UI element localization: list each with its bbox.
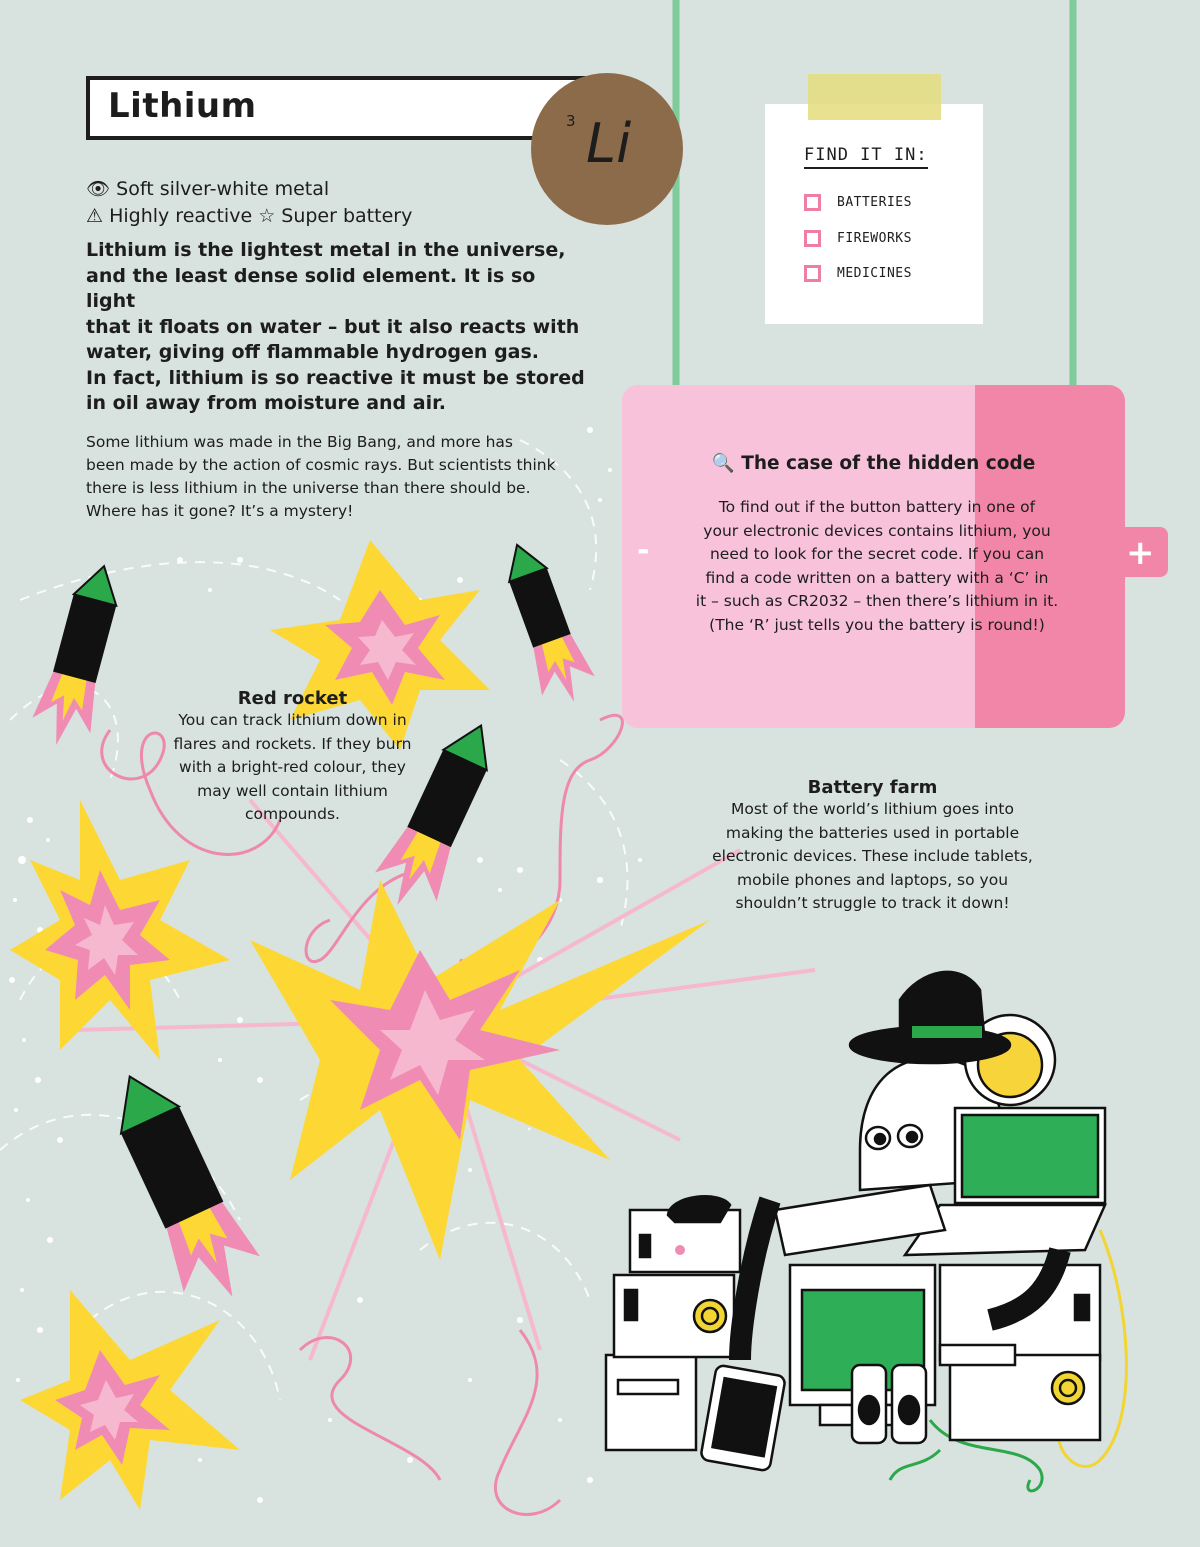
case-line: it – such as CR2032 – then there’s lithium in it. <box>695 592 1059 610</box>
checkbox-icon <box>804 194 821 211</box>
trait-row-2 <box>86 203 412 230</box>
lead-line: in oil away from moisture and air. <box>86 392 446 414</box>
case-title: 🔍 The case of the hidden code <box>711 453 1036 474</box>
caption-line: compounds. <box>245 805 340 823</box>
body-line: there is less lithium in the universe than there should be. <box>86 479 531 497</box>
battery-farm-title: Battery farm <box>807 777 938 798</box>
atomic-number: 3 <box>566 112 576 130</box>
lead-line: water, giving off flammable hydrogen gas. <box>86 341 540 363</box>
caption-line: flares and rockets. If they burn <box>173 734 412 753</box>
checkbox-icon <box>804 265 821 282</box>
lead-line: In fact, lithium is so reactive it must be stored <box>86 366 585 389</box>
plus-sign: + <box>1126 533 1155 573</box>
case-line: need to look for the secret code. If you can <box>709 545 1045 563</box>
caption-line: may well contain lithium <box>197 781 388 800</box>
caption-line: mobile phones and laptops, so you <box>736 870 1009 889</box>
caption-line: Most of the world’s lithium goes into <box>731 800 1014 818</box>
red-rocket-caption <box>160 688 425 827</box>
body-line: Some lithium was made in the Big Bang, and more has <box>86 433 513 451</box>
case-line: (The ‘R’ just tells you the battery is round!) <box>709 615 1045 634</box>
lead-line: and the least dense solid element. It is so light <box>86 264 536 312</box>
burst-bottom-left <box>20 1290 240 1510</box>
caption-line: shouldn’t struggle to track it down! <box>735 894 1010 912</box>
caption-line: electronic devices. These include tablets, <box>712 847 1033 865</box>
body-line: Where has it gone? It’s a mystery! <box>86 502 354 520</box>
trait-appearance: 👁 Soft silver-white metal <box>86 178 330 200</box>
element-symbol: Li <box>586 112 632 175</box>
find-item-label: BATTERIES <box>837 195 912 210</box>
find-it-in-title: FIND IT IN: <box>804 145 928 169</box>
rocket-bottom <box>92 1059 271 1315</box>
red-rocket-title: Red rocket <box>237 688 348 709</box>
burst-large-center <box>250 880 710 1260</box>
lead-line: Lithium is the lightest metal in the universe, <box>86 239 566 261</box>
caption-line: making the batteries used in portable <box>725 823 1020 842</box>
battery-farm-body <box>700 798 1045 916</box>
element-traits <box>86 176 412 230</box>
tape-strip <box>808 74 941 120</box>
trait-reactive: ⚠ Highly reactive <box>86 205 253 227</box>
caption-line: with a bright-red colour, they <box>179 758 406 776</box>
find-item-batteries <box>804 194 912 211</box>
case-line: your electronic devices contains lithium, you <box>703 521 1051 540</box>
body-line: been made by the action of cosmic rays. But scientists think <box>86 456 556 474</box>
caption-line: You can track lithium down in <box>178 711 407 729</box>
battery-farm-illustration <box>606 972 1126 1491</box>
find-item-medicines <box>804 265 912 282</box>
minus-sign: - <box>637 533 650 568</box>
body-paragraph <box>86 431 606 523</box>
rocket-top-right <box>491 535 601 711</box>
trait-battery: ☆ Super battery <box>258 205 413 227</box>
element-name: Lithium <box>108 86 257 126</box>
checkbox-icon <box>804 230 821 247</box>
find-item-label: MEDICINES <box>837 266 912 281</box>
find-item-fireworks <box>804 230 912 247</box>
lead-paragraph <box>86 238 586 417</box>
case-line: To find out if the button battery in one of <box>718 498 1036 516</box>
find-it-in-card <box>765 104 983 324</box>
lead-line: that it floats on water – but it also reacts with <box>86 315 580 338</box>
find-item-label: FIREWORKS <box>837 231 912 246</box>
case-body <box>672 496 1082 637</box>
case-line: find a code written on a battery with a ‘C’ in <box>705 568 1049 587</box>
battery-farm-caption <box>700 777 1045 916</box>
red-rocket-body <box>160 709 425 827</box>
